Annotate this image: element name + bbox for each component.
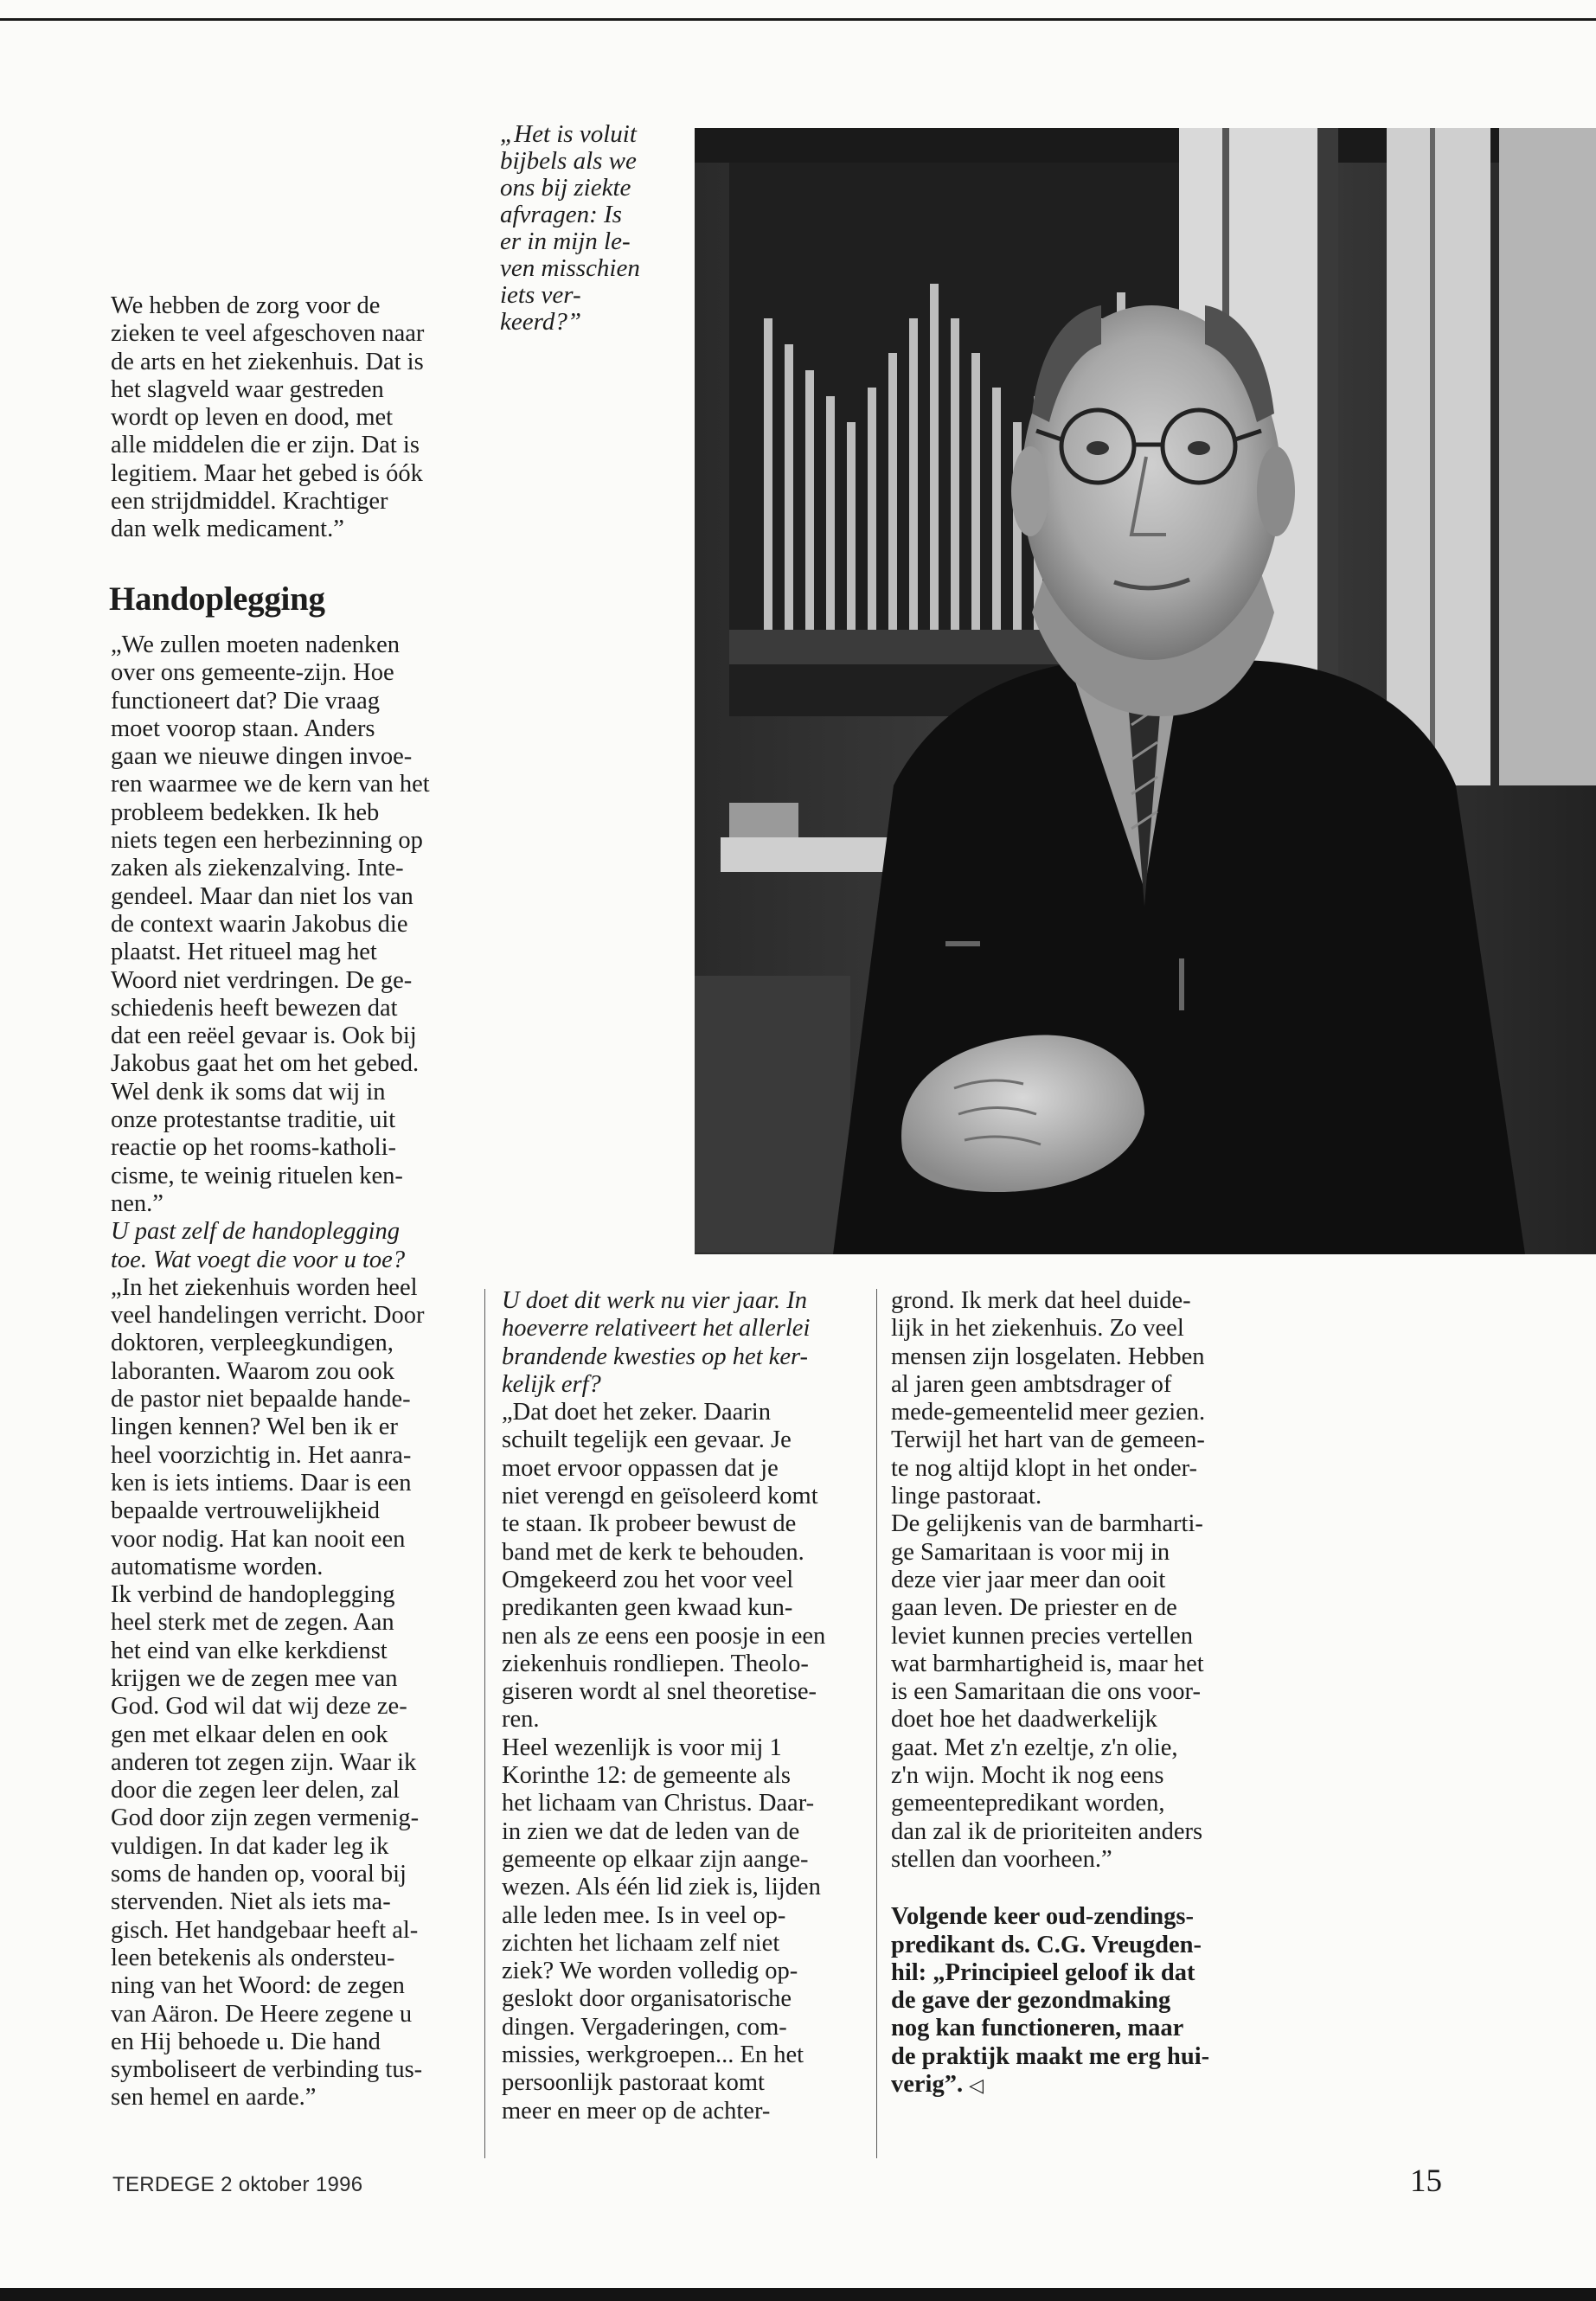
column-2-body (502, 1287, 874, 2125)
paragraph: De gelijkenis van de barmharti- ge Samaritaan is voor mij in deze vier jaar meer dan ooit gaan leven. De priester en de leviet kunnen precies vertellen wat barmhartigheid is, maar het is een Samaritaan die ons voor- doet hoe het daadwerkelijk gaat. Met z'n ezeltje, z'n olie, z'n wijn. Mocht ik nog eens gemeentepredikant worden, dan zal ik de prioriteiten anders stellen dan voorheen.” (891, 1510, 1204, 1873)
column-1-body (111, 631, 457, 2112)
footer-publication: TERDEGE 2 oktober 1996 (112, 2173, 363, 2196)
interview-question: U past zelf de handoplegging toe. Wat voegt die voor u toe? (111, 1218, 406, 1273)
bottom-rule (0, 2288, 1596, 2301)
paragraph: grond. Ik merk dat heel duide- lijk in het ziekenhuis. Zo veel mensen zijn losgelaten. Hebben al jaren geen ambtsdrager of mede-gemeentelid meer gezien. Terwijl het hart van de gemeen- te nog altijd klopt in het onder- linge pastoraat. (891, 1287, 1206, 1510)
next-issue-teaser: Volgende keer oud-zendings- predikant ds. C.G. Vreugden- hil: „Principieel geloof ik dat de gave der gezondmaking nog kan functioneren, maar de praktijk maakt me erg hui- verig”. ◁ (891, 1903, 1210, 2099)
paragraph: Ik verbind de handoplegging heel sterk met de zegen. Aan het eind van elke kerkdienst krijgen we de zegen mee van God. God wil dat wij deze ze- gen met elkaar delen en ook anderen tot zegen zijn. Waar ik door die zegen leer delen, zal God door zijn zegen vermenig- vuldigen. In dat kader leg ik soms de handen op, vooral bij stervenden. Niet als iets ma- gisch. Het handgebaar heeft al- leen betekenis als ondersteu- ning van het Woord: de zegen van Aäron. De Heere zegene u en Hij behoede u. Die hand symboliseert de verbinding tus- sen hemel en aarde.” (111, 1581, 423, 2112)
page-number: 15 (1410, 2163, 1442, 2199)
portrait-photo (695, 128, 1596, 1254)
paragraph: „We zullen moeten nadenken over ons gemeente-zijn. Hoe functioneert dat? Die vraag moet voorop staan. Anders gaan we nieuwe dingen invoe- ren waarmee we de kern van het probleem bedekken. Ik heb niets tegen een herbezinning op zaken als ziekenzalving. Inte- gendeel. Maar dan niet los van de context waarin Jakobus die plaatst. Het ritueel mag het Woord niet verdringen. De ge- schiedenis heeft bewezen dat dat een reëel gevaar is. Ook bij Jakobus gaat het om het gebed. Wel denk ik soms dat wij in onze protestantse traditie, uit reactie op het rooms-katholi- cisme, te weinig rituelen ken- nen.” (111, 631, 430, 1217)
portrait-illustration (695, 128, 1596, 1254)
intro-paragraph: We hebben de zorg voor de zieken te veel afgeschoven naar de arts en het ziekenhuis. Dat is het slagveld waar gestreden wordt op leven en dood, met alle middelen die er zijn. Dat is legitiem. Maar het gebed is óók een strijdmiddel. Krachtiger dan welk medicament.” (111, 292, 425, 543)
end-mark-icon: ◁ (969, 2074, 984, 2097)
column-divider (876, 1289, 877, 2158)
paragraph: „Dat doet het zeker. Daarin schuilt tegelijk een gevaar. Je moet ervoor oppassen dat je niet verengd en geïsoleerd komt te staan. Ik probeer bewust de band met de kerk te behouden. Omgekeerd zou het voor veel predikanten geen kwaad kun- nen als ze eens een poosje in een ziekenhuis rondliepen. Theolo- giseren wordt al snel theoretise- ren. (502, 1399, 826, 1734)
column-divider (484, 1289, 485, 2158)
section-heading: Handoplegging (109, 580, 325, 618)
paragraph: Heel wezenlijk is voor mij 1 Korinthe 12: de gemeente als het lichaam van Christus. Daar- in zien we dat de leden van de gemeente op elkaar zijn aange- wezen. Als één lid ziek is, lijden alle leden mee. Is in veel op- zichten het lichaam zelf niet ziek? We worden volledig op- geslokt door organisatorische dingen. Vergaderingen, com- missies, werkgroepen... En het persoonlijk pastoraat komt meer en meer op de achter- (502, 1734, 821, 2125)
column-3-body (891, 1287, 1259, 2099)
top-rule (0, 18, 1596, 21)
paragraph: „In het ziekenhuis worden heel veel handelingen verricht. Door doktoren, verpleegkundigen, laboranten. Waarom zou ook de pastor niet bepaalde hande- lingen kennen? Wel ben ik er heel voorzichtig in. Het aanra- ken is iets intiems. Daar is een bepaalde vertrouwelijkheid voor nodig. Hat kan nooit een automatisme worden. (111, 1273, 425, 1580)
pull-quote: „Het is voluit bijbels als we ons bij ziekte afvragen: Is er in mijn le- ven misschien iets ver- keerd?” (500, 120, 640, 336)
interview-question: U doet dit werk nu vier jaar. In hoeverre relativeert het allerlei brandende kwesties op het ker- kelijk erf? (502, 1287, 811, 1398)
